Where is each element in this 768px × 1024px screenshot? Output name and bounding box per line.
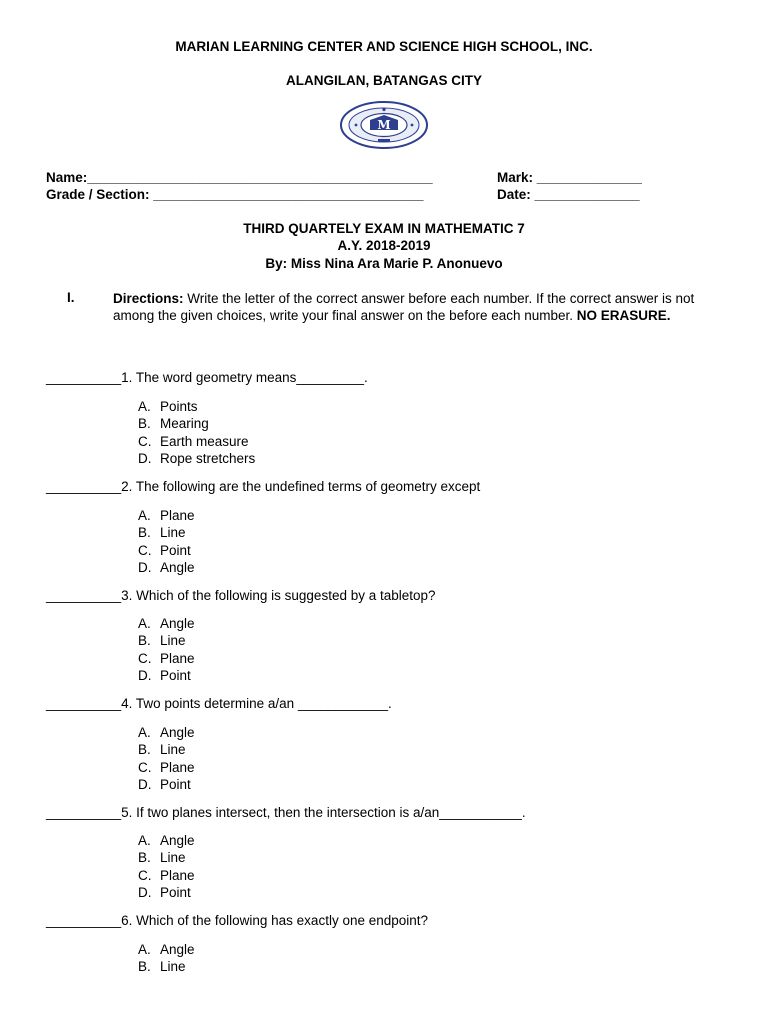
- choice-letter: C.: [138, 650, 152, 666]
- choice-text: Points: [160, 399, 198, 414]
- question-2-choices: [138, 507, 195, 576]
- choice-a: [138, 398, 255, 415]
- choice-text: Angle: [160, 833, 195, 848]
- choice-letter: D.: [138, 667, 152, 683]
- choice-letter: D.: [138, 450, 152, 466]
- choice-a: [138, 507, 195, 524]
- choice-c: [138, 650, 195, 667]
- choice-text: Angle: [160, 725, 195, 740]
- choice-letter: B.: [138, 633, 151, 649]
- choice-letter: C.: [138, 433, 152, 449]
- choice-b: [138, 524, 195, 541]
- question-1-choices: [138, 398, 255, 467]
- exam-author: By: Miss Nina Ara Marie P. Anonuevo: [265, 256, 503, 271]
- choice-letter: A.: [138, 833, 151, 848]
- choice-letter: B.: [138, 959, 151, 975]
- choice-letter: A.: [138, 399, 151, 414]
- choice-text: Plane: [160, 650, 195, 666]
- choice-letter: B.: [138, 742, 151, 758]
- choice-d: [138, 559, 195, 576]
- choice-c: [138, 759, 195, 776]
- choice-letter: B.: [138, 525, 151, 541]
- exam-year: A.Y. 2018-2019: [337, 238, 431, 253]
- choice-b: [138, 849, 195, 866]
- question-6-choices: [138, 941, 195, 976]
- choice-letter: D.: [138, 884, 152, 900]
- school-logo: [340, 101, 428, 149]
- grade-section-field[interactable]: Grade / Section: ____________________________________: [46, 187, 424, 202]
- choice-text: Earth measure: [160, 433, 249, 449]
- question-5: __________5. If two planes intersect, then the intersection is a/an___________.: [46, 805, 526, 820]
- exam-title: THIRD QUARTELY EXAM IN MATHEMATIC 7: [243, 221, 525, 236]
- choice-letter: A.: [138, 616, 151, 631]
- choice-text: Angle: [160, 942, 195, 957]
- choice-b: [138, 415, 255, 432]
- choice-letter: B.: [138, 850, 151, 866]
- directions-text: Write the letter of the correct answer before each number. If the correct answer is not among the given choices, write your final answer on the before each number.: [113, 291, 695, 323]
- choice-c: [138, 433, 255, 450]
- choice-a: [138, 615, 195, 632]
- question-6: __________6. Which of the following has exactly one endpoint?: [46, 913, 429, 928]
- choice-letter: C.: [138, 759, 152, 775]
- choice-letter: C.: [138, 542, 152, 558]
- choice-letter: B.: [138, 416, 151, 432]
- choice-text: Rope stretchers: [160, 450, 256, 466]
- choice-text: Plane: [160, 508, 195, 523]
- directions-emphasis: NO ERASURE.: [576, 308, 671, 323]
- choice-a: [138, 832, 195, 849]
- choice-text: Line: [160, 525, 186, 541]
- question-1: __________1. The word geometry means_________.: [46, 370, 368, 385]
- school-location: ALANGILAN, BATANGAS CITY: [286, 73, 482, 88]
- question-4: __________4. Two points determine a/an ____________.: [46, 696, 392, 711]
- mark-field[interactable]: Mark: ______________: [497, 170, 642, 185]
- choice-text: Mearing: [160, 416, 209, 432]
- choice-c: [138, 542, 195, 559]
- choice-a: [138, 724, 195, 741]
- choice-d: [138, 884, 195, 901]
- directions-label: Directions:: [113, 291, 184, 306]
- question-3-choices: [138, 615, 195, 684]
- choice-text: Point: [160, 776, 191, 792]
- choice-c: [138, 867, 195, 884]
- choice-text: Plane: [160, 759, 195, 775]
- svg-text:M: M: [377, 118, 391, 132]
- question-5-choices: [138, 832, 195, 901]
- choice-letter: D.: [138, 776, 152, 792]
- choice-text: Line: [160, 850, 186, 866]
- choice-b: [138, 958, 195, 975]
- choice-a: [138, 941, 195, 958]
- choice-letter: A.: [138, 725, 151, 740]
- choice-b: [138, 741, 195, 758]
- choice-text: Line: [160, 633, 186, 649]
- choice-d: [138, 667, 195, 684]
- choice-text: Angle: [160, 559, 195, 575]
- section-number: I.: [67, 290, 75, 305]
- choice-text: Line: [160, 742, 186, 758]
- choice-text: Point: [160, 542, 191, 558]
- choice-text: Plane: [160, 867, 195, 883]
- choice-letter: A.: [138, 942, 151, 957]
- question-2: __________2. The following are the undefined terms of geometry except: [46, 479, 481, 494]
- choice-text: Angle: [160, 616, 195, 631]
- choice-d: [138, 450, 255, 467]
- school-name: MARIAN LEARNING CENTER AND SCIENCE HIGH SCHOOL, INC.: [175, 39, 593, 54]
- choice-text: Point: [160, 667, 191, 683]
- choice-letter: C.: [138, 867, 152, 883]
- question-4-choices: [138, 724, 195, 793]
- choice-letter: D.: [138, 559, 152, 575]
- choice-b: [138, 632, 195, 649]
- choice-d: [138, 776, 195, 793]
- choice-text: Line: [160, 959, 186, 975]
- name-field[interactable]: Name:______________________________________________: [46, 170, 433, 185]
- directions: [113, 290, 725, 324]
- question-3: __________3. Which of the following is suggested by a tabletop?: [46, 588, 436, 603]
- date-field[interactable]: Date: ______________: [497, 187, 640, 202]
- choice-letter: A.: [138, 508, 151, 523]
- choice-text: Point: [160, 884, 191, 900]
